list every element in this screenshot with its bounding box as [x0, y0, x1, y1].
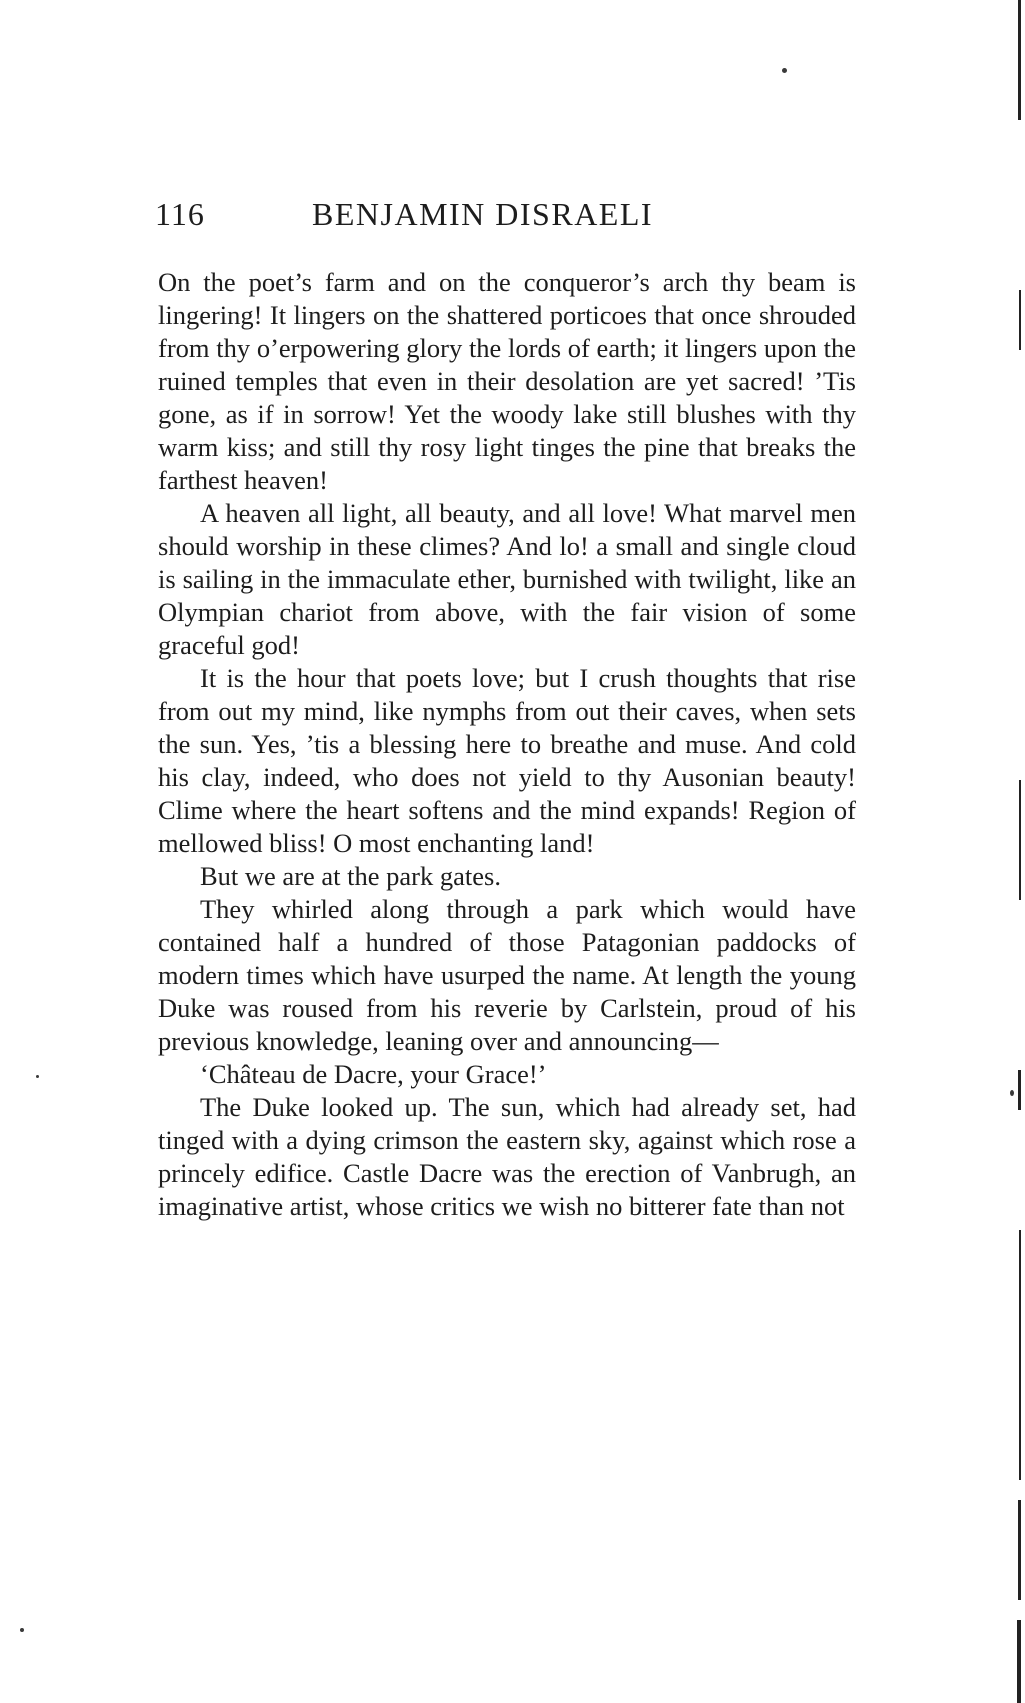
edge-shadow-line	[1019, 290, 1021, 350]
paragraph: It is the hour that poets love; but I crush thoughts that rise from out my mind, like nymphs from out their caves, when sets the sun. Yes, ’tis a blessing here to breathe and muse. And cold his clay, indeed, who does not yield to thy Ausonian beauty! Clime where the heart softens and the mind expands! Region of mellowed bliss! O most enchanting land!	[158, 663, 856, 858]
edge-shadow-line	[1019, 780, 1021, 900]
scan-speck	[20, 1628, 24, 1632]
paragraph: On the poet’s farm and on the conqueror’s arch thy beam is lingering! It lingers on the shattered porticoes that once shrouded from thy o’erpowering glory the lords of earth; it lingers upon the ruined temples that even in their desolation are yet sacred! ’Tis gone, as if in sorrow! Yet the woody lake still blushes with thy warm kiss; and still thy rosy light tinges the pine that breaks the farthest heaven!	[158, 267, 856, 495]
paragraph: ‘Château de Dacre, your Grace!’	[200, 1059, 547, 1089]
paragraph: The Duke looked up. The sun, which had already set, had tinged with a dying crimson the eastern sky, against which rose a princely edifice. Castle Dacre was the erection of Vanbrugh, an imaginative artist, whose critics we wish no bitterer fate than not	[158, 1092, 856, 1221]
running-title: BENJAMIN DISRAELI	[312, 196, 654, 232]
body-text	[158, 266, 856, 1223]
page-header	[155, 196, 715, 240]
edge-shadow-line	[1018, 0, 1021, 120]
scan-speck	[1010, 1090, 1014, 1096]
edge-shadow-line	[1017, 1620, 1021, 1703]
scan-speck	[782, 68, 787, 73]
scan-speck	[36, 1075, 39, 1078]
edge-shadow-line	[1018, 1500, 1021, 1600]
paragraph: But we are at the park gates.	[200, 861, 501, 891]
paragraph: They whirled along through a park which would have contained half a hundred of those Patagonian paddocks of modern times which have usurped the name. At length the young Duke was roused from his reverie by Carlstein, proud of his previous knowledge, leaning over and announcing—	[158, 894, 856, 1056]
paragraph: A heaven all light, all beauty, and all love! What marvel men should worship in these climes? And lo! a small and single cloud is sailing in the immaculate ether, burnished with twilight, like an Olympian chariot from above, with the fair vision of some graceful god!	[158, 498, 856, 660]
page-number: 116	[155, 196, 205, 232]
page-binding-edge	[1011, 0, 1025, 1703]
edge-shadow-line	[1018, 1070, 1021, 1110]
edge-shadow-line	[1019, 1230, 1021, 1480]
